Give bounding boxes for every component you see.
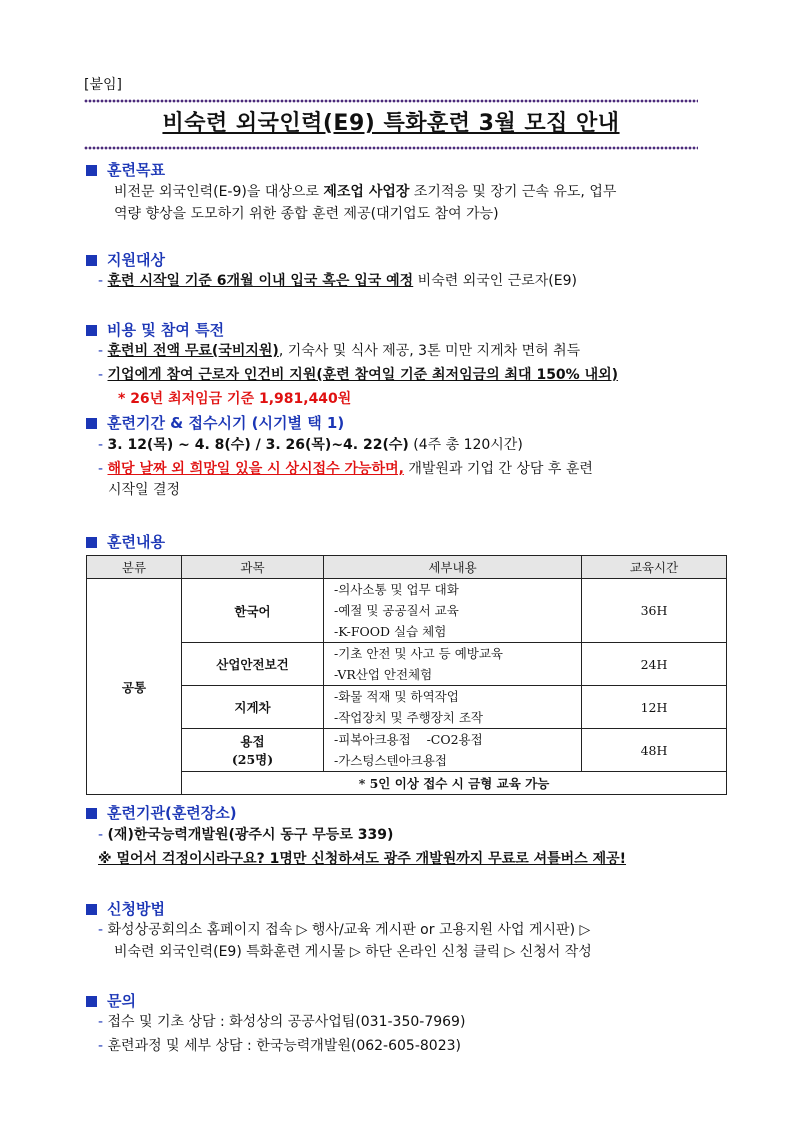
square-bullet-icon bbox=[86, 325, 97, 336]
details-cell: -화물 적재 및 하역작업 -작업장치 및 주행장치 조작 bbox=[324, 686, 582, 729]
minimum-wage-note: * 26년 최저임금 기준 1,981,440원 bbox=[118, 391, 352, 407]
section-heading-apply: 신청방법 bbox=[86, 898, 165, 919]
page-title: 비숙련 외국인력(E9) 특화훈련 3월 모집 안내 bbox=[162, 111, 620, 136]
square-bullet-icon bbox=[86, 996, 97, 1007]
section-heading-institution: 훈련기관(훈련장소) bbox=[86, 802, 237, 823]
hours-cell: 36H bbox=[582, 579, 727, 643]
table-header: 교육시간 bbox=[582, 556, 727, 579]
hours-cell: 48H bbox=[582, 729, 727, 772]
section-heading-benefits: 비용 및 참여 특전 bbox=[86, 319, 224, 340]
training-content-table bbox=[86, 555, 727, 795]
section-heading-content: 훈련내용 bbox=[86, 531, 165, 552]
hours-cell: 12H bbox=[582, 686, 727, 729]
goal-line-1: 비전문 외국인력(E-9)을 대상으로 제조업 사업장 조기적응 및 장기 근속 유도, 업무 bbox=[114, 184, 617, 200]
attachment-label: [붙임] bbox=[84, 77, 122, 93]
details-cell: -피복아크용접 -CO2용접 -가스텅스텐아크용접 bbox=[324, 729, 582, 772]
table-row bbox=[87, 729, 727, 772]
period-line-1: - 3. 12(목) ~ 4. 8(수) / 3. 26(목)~4. 22(수) (4주 총 120시간) bbox=[98, 437, 523, 453]
square-bullet-icon bbox=[86, 808, 97, 819]
square-bullet-icon bbox=[86, 255, 97, 266]
benefit-line-1: - 훈련비 전액 무료(국비지원), 기숙사 및 식사 제공, 3톤 미만 지게차 면허 취득 bbox=[98, 343, 581, 359]
details-cell: -기초 안전 및 사고 등 예방교육 -VR산업 안전체험 bbox=[324, 643, 582, 686]
contact-line-1: - 접수 및 기초 상담 : 화성상의 공공사업팀(031-350-7969) bbox=[98, 1014, 466, 1030]
period-line-3: 시작일 결정 bbox=[108, 482, 181, 498]
subject-cell: 용접 (25명) bbox=[182, 729, 324, 772]
section-heading-contact: 문의 bbox=[86, 990, 136, 1011]
contact-line-2: - 훈련과정 및 세부 상담 : 한국능력개발원(062-605-8023) bbox=[98, 1038, 461, 1054]
apply-line-1: - 화성상공회의소 홈페이지 접속 ▷ 행사/교육 게시판 or 고용지원 사업 게시판) ▷ bbox=[98, 922, 591, 938]
square-bullet-icon bbox=[86, 418, 97, 429]
institution-line-1: - (재)한국능력개발원(광주시 동구 무등로 339) bbox=[98, 827, 394, 843]
table-header: 세부내용 bbox=[324, 556, 582, 579]
shuttle-bus-note: ※ 멀어서 걱정이시라구요? 1명만 신청하셔도 광주 개발원까지 무료로 셔틀버스 제공! bbox=[98, 851, 627, 867]
section-heading-target: 지원대상 bbox=[86, 249, 165, 270]
subject-cell: 산업안전보건 bbox=[182, 643, 324, 686]
table-header: 과목 bbox=[182, 556, 324, 579]
square-bullet-icon bbox=[86, 904, 97, 915]
period-line-2: - 해당 날짜 외 희망일 있을 시 상시접수 가능하며, 개발원과 기업 간 상담 후 훈련 bbox=[98, 461, 593, 477]
table-header-row bbox=[87, 556, 727, 579]
section-heading-goal: 훈련목표 bbox=[86, 159, 165, 180]
title-bottom-rule bbox=[84, 146, 698, 150]
table-footnote: * 5인 이상 접수 시 금형 교육 가능 bbox=[182, 772, 727, 795]
hours-cell: 24H bbox=[582, 643, 727, 686]
subject-cell: 지게차 bbox=[182, 686, 324, 729]
table-row bbox=[87, 686, 727, 729]
table-header: 분류 bbox=[87, 556, 182, 579]
title-top-rule bbox=[84, 99, 698, 103]
category-cell: 공통 bbox=[87, 579, 182, 795]
square-bullet-icon bbox=[86, 165, 97, 176]
goal-line-2: 역량 향상을 도모하기 위한 종합 훈련 제공(대기업도 참여 가능) bbox=[114, 206, 499, 222]
apply-line-2: 비숙련 외국인력(E9) 특화훈련 게시물 ▷ 하단 온라인 신청 클릭 ▷ 신청서 작성 bbox=[114, 944, 592, 960]
table-row bbox=[87, 643, 727, 686]
target-line: - 훈련 시작일 기준 6개월 이내 입국 혹은 입국 예정 비숙련 외국인 근로자(E9) bbox=[98, 273, 577, 289]
details-cell: -의사소통 및 업무 대화 -예절 및 공공질서 교육 -K-FOOD 실습 체험 bbox=[324, 579, 582, 643]
table-row bbox=[87, 579, 727, 643]
section-heading-period: 훈련기간 & 접수시기 (시기별 택 1) bbox=[86, 412, 344, 433]
benefit-line-2: - 기업에게 참여 근로자 인건비 지원(훈련 참여일 기준 최저임금의 최대 150% 내외) bbox=[98, 367, 619, 383]
subject-cell: 한국어 bbox=[182, 579, 324, 643]
square-bullet-icon bbox=[86, 537, 97, 548]
table-row bbox=[87, 772, 727, 795]
